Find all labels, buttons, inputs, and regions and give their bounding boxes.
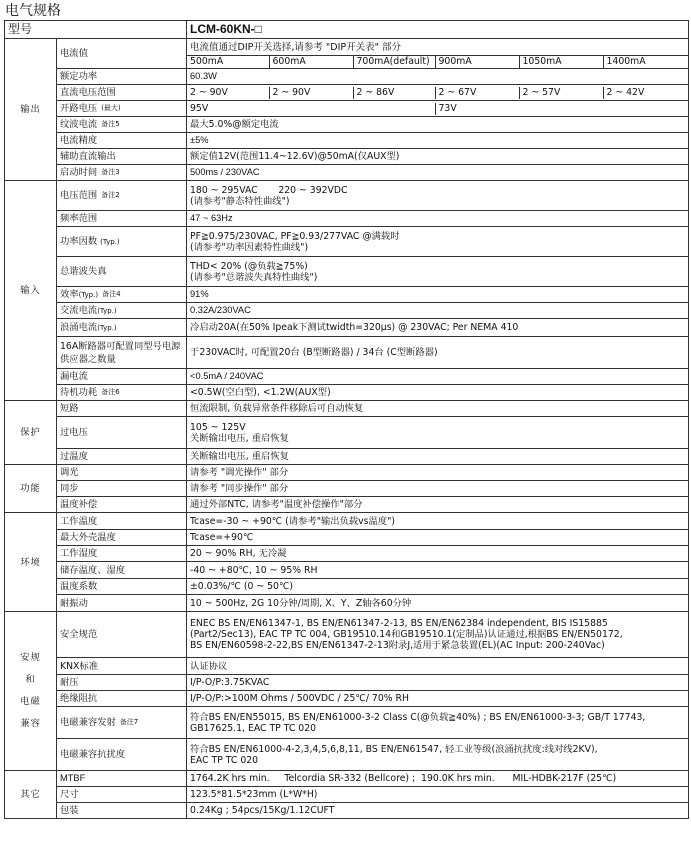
label-mtbf: MTBF bbox=[57, 771, 187, 787]
value-efficiency: 91% bbox=[187, 287, 689, 303]
row-inrush bbox=[5, 319, 689, 337]
label-work-temp: 工作温度 bbox=[57, 513, 187, 530]
current-cell bbox=[187, 39, 689, 69]
voltage-line1: 180 ~ 295VAC 220 ~ 392VDC bbox=[190, 184, 348, 196]
label-temp-comp: 温度补偿 bbox=[57, 497, 187, 513]
label-sync: 同步 bbox=[57, 481, 187, 497]
label-startup: 启动时间 备注3 bbox=[57, 165, 187, 181]
label-packing: 包装 bbox=[57, 803, 187, 819]
value-ripple: 最大5.0%@额定电流 bbox=[187, 117, 689, 133]
row-ac-current bbox=[5, 303, 689, 319]
row-withstand bbox=[5, 675, 689, 691]
label-isolation: 绝缘阻抗 bbox=[57, 691, 187, 707]
row-packing bbox=[5, 803, 689, 819]
value-aux: 额定值12V(范围11.4~12.6V)@50mA(仅AUX型) bbox=[187, 149, 689, 165]
section-output: 输出 bbox=[5, 39, 57, 181]
value-storage: -40 ~ +80℃, 10 ~ 95% RH bbox=[187, 562, 689, 579]
value-case-temp: Tcase=+90℃ bbox=[187, 530, 689, 546]
startup-note: 备注3 bbox=[101, 168, 120, 176]
value-standby: <0.5W(空白型), <1.2W(AUX型) bbox=[187, 385, 689, 401]
value-temp-comp: 通过外部NTC, 请参考"温度补偿操作"部分 bbox=[187, 497, 689, 513]
value-voltage bbox=[187, 181, 689, 211]
row-pf bbox=[5, 227, 689, 257]
voltage-line2: (请参考"静态特性曲线") bbox=[190, 195, 290, 207]
value-otp: 关断输出电压, 重启恢复 bbox=[187, 449, 689, 465]
label-dc-range: 直流电压范围 bbox=[57, 85, 187, 101]
row-leakage bbox=[5, 369, 689, 385]
standards-line: BS EN/EN60598-2-22,BS EN/EN61347-2-13附录J,适用于紧急装置(EL)(AC Input: 200-240Vac) bbox=[190, 640, 605, 651]
label-ac-current: 交流电流(Typ.) bbox=[57, 303, 187, 319]
label-dimming: 调光 bbox=[57, 465, 187, 481]
model-row bbox=[5, 21, 689, 39]
ac-current-qual: (Typ.) bbox=[97, 306, 117, 315]
pf-qual: (Typ.) bbox=[100, 237, 120, 246]
section-protection: 保护 bbox=[5, 401, 57, 465]
value-withstand: I/P-O/P:3.75KVAC bbox=[187, 675, 689, 691]
label-inrush: 浪涌电流(Typ.) bbox=[57, 319, 187, 337]
row-mtbf bbox=[5, 771, 689, 787]
section-environment: 环境 bbox=[5, 513, 57, 612]
row-short bbox=[5, 401, 689, 417]
row-storage bbox=[5, 562, 689, 579]
pf-line2: (请参考"功率因素特性曲线") bbox=[190, 241, 309, 253]
label-efficiency: 效率(Typ.) 备注4 bbox=[57, 287, 187, 303]
row-ovp bbox=[5, 417, 689, 449]
current-value: 900mA bbox=[435, 56, 519, 68]
inrush-qual: (Typ.) bbox=[97, 323, 117, 332]
value-accuracy: ±5% bbox=[187, 133, 689, 149]
open-voltage-value: 73V bbox=[435, 103, 688, 115]
row-startup bbox=[5, 165, 689, 181]
value-power: 60.3W bbox=[187, 69, 689, 85]
row-dimension bbox=[5, 787, 689, 803]
value-isolation: I/P-O/P:>100M Ohms / 500VDC / 25℃/ 70% RH bbox=[187, 691, 689, 707]
row-dimming bbox=[5, 465, 689, 481]
value-ac-current: 0.32A/230VAC bbox=[187, 303, 689, 319]
label-dimension: 尺寸 bbox=[57, 787, 187, 803]
efficiency-note: 备注4 bbox=[102, 289, 121, 298]
standby-note: 备注6 bbox=[101, 388, 120, 396]
model-label: 型号 bbox=[5, 21, 187, 39]
value-humidity: 20 ~ 90% RH, 无冷凝 bbox=[187, 546, 689, 562]
label-standby: 待机功耗 备注6 bbox=[57, 385, 187, 401]
row-temp-coef bbox=[5, 579, 689, 595]
value-ovp bbox=[187, 417, 689, 449]
row-standards bbox=[5, 612, 689, 658]
value-standards bbox=[187, 612, 689, 658]
label-short: 短路 bbox=[57, 401, 187, 417]
row-otp bbox=[5, 449, 689, 465]
label-ovp: 过电压 bbox=[57, 417, 187, 449]
label-emc-emission: 电磁兼容发射 备注7 bbox=[57, 707, 187, 739]
ripple-note: 备注5 bbox=[101, 120, 120, 128]
row-emc-immunity bbox=[5, 739, 689, 771]
label-emc-immunity: 电磁兼容抗扰度 bbox=[57, 739, 187, 771]
page-title: 电气规格 bbox=[5, 3, 61, 19]
current-note: 电流值通过DIP开关选择,请参考 "DIP开关表" 部分 bbox=[187, 39, 688, 56]
efficiency-qual: (Typ.) bbox=[78, 290, 99, 299]
label-aux: 辅助直流输出 bbox=[57, 149, 187, 165]
open-voltage-qual: (最大) bbox=[101, 104, 121, 112]
row-thd bbox=[5, 257, 689, 287]
ovp-line2: 关断输出电压, 重启恢复 bbox=[190, 432, 289, 444]
label-ripple: 纹波电流 备注5 bbox=[57, 117, 187, 133]
value-startup: 500ms / 230VAC bbox=[187, 165, 689, 181]
value-thd bbox=[187, 257, 689, 287]
open-voltage-values bbox=[187, 103, 688, 115]
row-accuracy bbox=[5, 133, 689, 149]
row-work-temp bbox=[5, 513, 689, 530]
value-emc-immunity bbox=[187, 739, 689, 771]
row-dc-range bbox=[5, 85, 689, 101]
row-case-temp bbox=[5, 530, 689, 546]
value-emc-emission bbox=[187, 707, 689, 739]
row-ripple bbox=[5, 117, 689, 133]
dc-range-cell bbox=[187, 85, 689, 101]
row-voltage bbox=[5, 181, 689, 211]
value-inrush: 冷启动20A(在50% Ipeak下测试twidth=320μs) @ 230VAC; Per NEMA 410 bbox=[187, 319, 689, 337]
row-emc-emission bbox=[5, 707, 689, 739]
emc-emission-line: 符合BS EN/EN55015, BS EN/EN61000-3-2 Class C(@负载≧40%) ; BS EN/EN61000-3-3; GB/T 17743, bbox=[190, 711, 646, 723]
value-frequency: 47 ~ 63Hz bbox=[187, 211, 689, 227]
value-pf bbox=[187, 227, 689, 257]
dc-range-value: 2 ~ 90V bbox=[190, 86, 228, 98]
label-temp-coef: 温度系数 bbox=[57, 579, 187, 595]
value-leakage: <0.5mA / 240VAC bbox=[187, 369, 689, 385]
value-knx: 认证协议 bbox=[187, 658, 689, 675]
voltage-note: 备注2 bbox=[101, 191, 120, 199]
row-knx bbox=[5, 658, 689, 675]
emc-immunity-line: 符合BS EN/EN61000-4-2,3,4,5,6,8,11, BS EN/EN61547, 轻工业等级(浪涌抗扰度:线对线2KV), bbox=[190, 743, 598, 755]
value-work-temp: Tcase=-30 ~ +90℃ (请参考"输出负载vs温度") bbox=[187, 513, 689, 530]
current-value: 1050mA bbox=[519, 56, 603, 68]
label-knx: KNX标准 bbox=[57, 658, 187, 675]
row-aux bbox=[5, 149, 689, 165]
label-frequency: 频率范围 bbox=[57, 211, 187, 227]
section-function: 功能 bbox=[5, 465, 57, 513]
standards-line: (Part2/Sec13), EAC TP TC 004, GB19510.14和GB19510.1(定制品)认证通过,根据BS EN/EN50172, bbox=[190, 629, 623, 640]
row-humidity bbox=[5, 546, 689, 562]
label-pf: 功率因数 (Typ.) bbox=[57, 227, 187, 257]
emc-emission-line: GB17625.1, EAC TP TC 020 bbox=[190, 722, 317, 734]
dc-range-value: 2 ~ 67V bbox=[435, 87, 519, 99]
label-voltage: 电压范围 备注2 bbox=[57, 181, 187, 211]
current-value: 600mA bbox=[269, 56, 353, 68]
model-value: LCM-60KN-□ bbox=[187, 21, 689, 39]
row-isolation bbox=[5, 691, 689, 707]
value-sync: 请参考 "同步操作" 部分 bbox=[187, 481, 689, 497]
emc-immunity-line: EAC TP TC 020 bbox=[190, 754, 259, 766]
row-vibration bbox=[5, 595, 689, 612]
thd-line2: (请参考"总谐波失真特性曲线") bbox=[190, 271, 318, 283]
emc-emission-note: 备注7 bbox=[119, 718, 139, 726]
dc-range-value: 2 ~ 42V bbox=[603, 87, 688, 99]
value-temp-coef: ±0.03%/℃ (0 ~ 50℃) bbox=[187, 579, 689, 595]
open-voltage-cell bbox=[187, 101, 689, 117]
label-accuracy: 电流精度 bbox=[57, 133, 187, 149]
current-value: 500mA bbox=[190, 56, 224, 67]
section-safety: 安规 和 电磁 兼容 bbox=[5, 612, 57, 771]
value-dimming: 请参考 "调光操作" 部分 bbox=[187, 465, 689, 481]
label-leakage: 漏电流 bbox=[57, 369, 187, 385]
standards-line: ENEC BS EN/EN61347-1, BS EN/EN61347-2-13, BS EN/EN62384 independent, BIS IS15885 bbox=[190, 618, 608, 629]
label-storage: 储存温度、湿度 bbox=[57, 562, 187, 579]
row-sync bbox=[5, 481, 689, 497]
dc-range-value: 2 ~ 86V bbox=[353, 87, 435, 99]
section-others: 其它 bbox=[5, 771, 57, 819]
value-dimension: 123.5*81.5*23mm (L*W*H) bbox=[187, 787, 689, 803]
value-short: 恒流限制, 负载异常条件移除后可自动恢复 bbox=[187, 401, 689, 417]
row-standby bbox=[5, 385, 689, 401]
row-current bbox=[5, 39, 689, 69]
label-standards: 安全规范 bbox=[57, 612, 187, 658]
section-input: 输入 bbox=[5, 181, 57, 401]
open-voltage-value: 95V bbox=[190, 102, 209, 114]
dc-range-values bbox=[187, 87, 688, 99]
row-efficiency bbox=[5, 287, 689, 303]
row-open-voltage bbox=[5, 101, 689, 117]
dc-range-value: 2 ~ 90V bbox=[269, 87, 353, 99]
dc-range-value: 2 ~ 57V bbox=[519, 87, 603, 99]
thd-line1: THD< 20% (@负载≧75%) bbox=[190, 260, 308, 272]
current-values bbox=[187, 56, 688, 68]
ovp-line1: 105 ~ 125V bbox=[190, 421, 246, 433]
label-humidity: 工作湿度 bbox=[57, 546, 187, 562]
pf-line1: PF≧0.975/230VAC, PF≧0.93/277VAC @满载时 bbox=[190, 230, 400, 242]
value-vibration: 10 ~ 500Hz, 2G 10分钟/周期, X、Y、Z轴各60分钟 bbox=[187, 595, 689, 612]
label-otp: 过温度 bbox=[57, 449, 187, 465]
label-open-voltage: 开路电压 (最大) bbox=[57, 101, 187, 117]
current-value: 1400mA bbox=[603, 56, 688, 68]
label-case-temp: 最大外壳温度 bbox=[57, 530, 187, 546]
row-power bbox=[5, 69, 689, 85]
label-current: 电流值 bbox=[57, 39, 187, 69]
row-temp-comp bbox=[5, 497, 689, 513]
value-mtbf: 1764.2K hrs min. Telcordia SR-332 (Bellcore) ; 190.0K hrs min. MIL-HDBK-217F (25℃) bbox=[187, 771, 689, 787]
label-thd: 总谐波失真 bbox=[57, 257, 187, 287]
row-breaker bbox=[5, 337, 689, 369]
value-breaker: 于230VAC时, 可配置20台 (B型断路器) / 34台 (C型断路器) bbox=[187, 337, 689, 369]
value-packing: 0.24Kg ; 54pcs/15Kg/1.12CUFT bbox=[187, 803, 689, 819]
label-withstand: 耐压 bbox=[57, 675, 187, 691]
label-breaker: 16A断路器可配置同型号电源供应器之数量 bbox=[57, 337, 187, 369]
current-value: 700mA(default) bbox=[353, 56, 435, 68]
spec-table bbox=[4, 20, 689, 819]
label-vibration: 耐振动 bbox=[57, 595, 187, 612]
label-power: 额定功率 bbox=[57, 69, 187, 85]
row-frequency bbox=[5, 211, 689, 227]
